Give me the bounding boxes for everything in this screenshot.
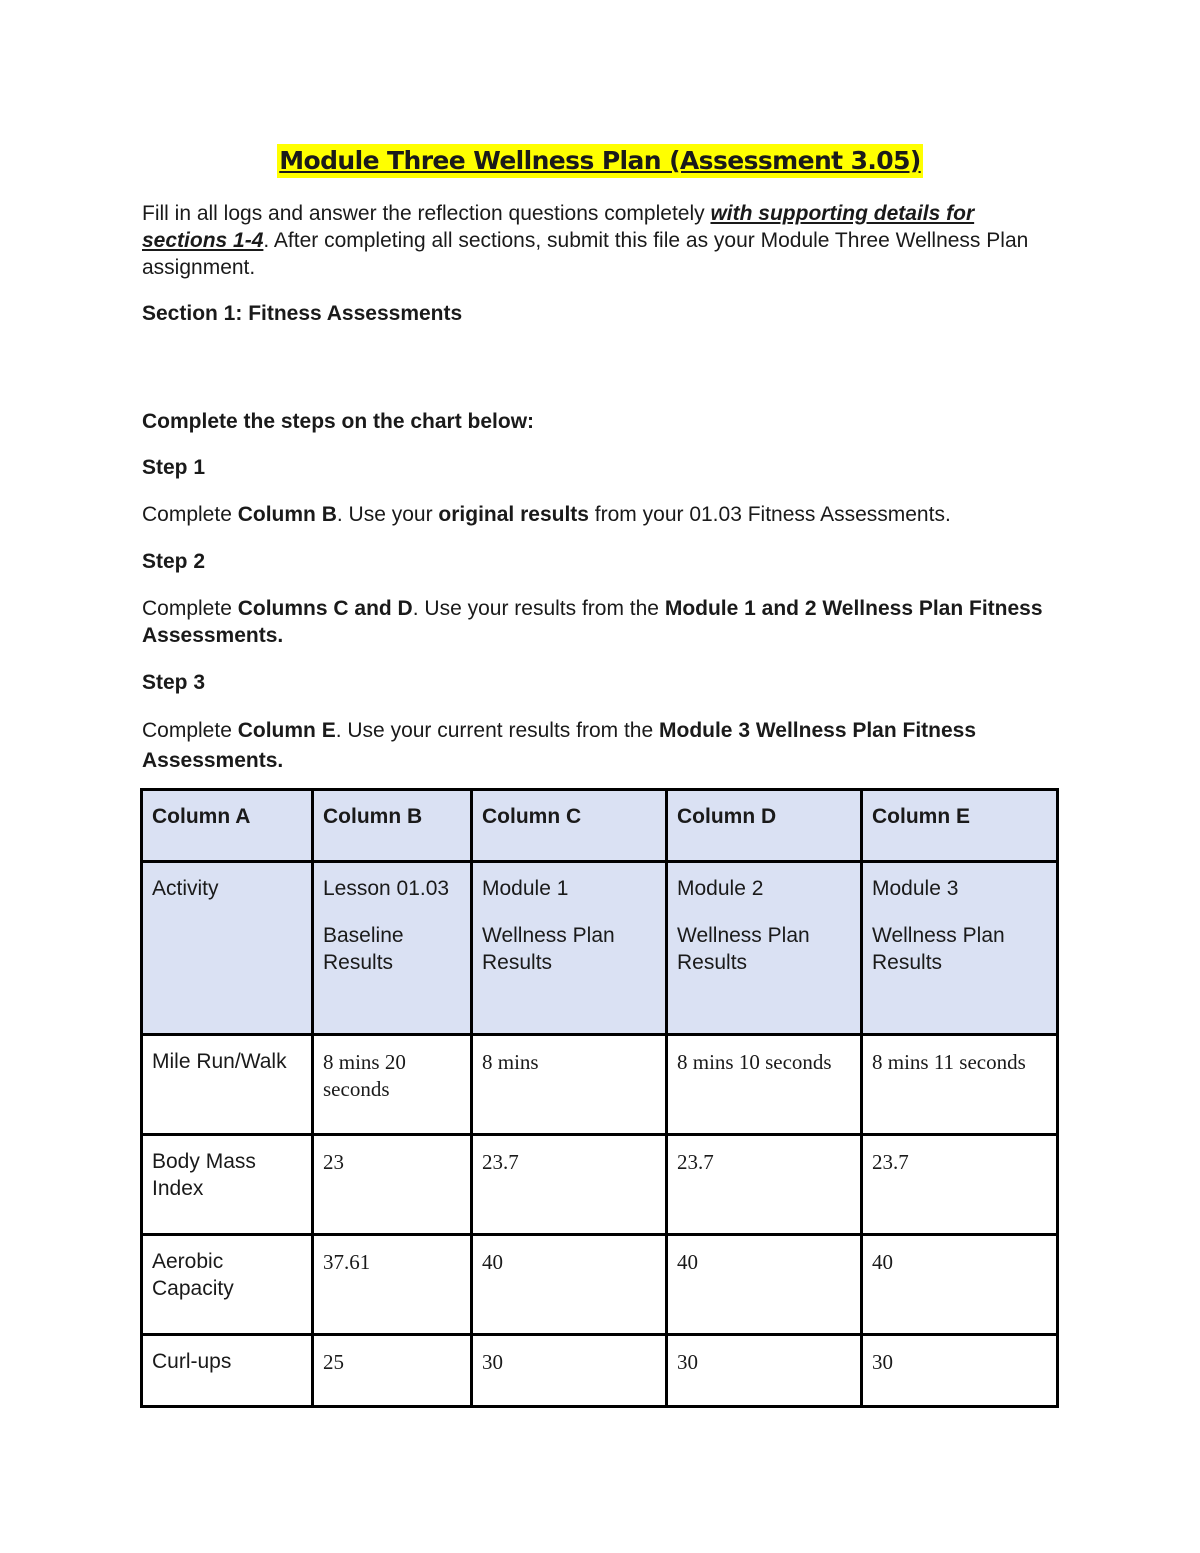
table-row	[142, 1035, 1058, 1135]
subheader-line-1: Activity	[152, 877, 219, 900]
header-cell: Column D	[667, 790, 862, 862]
activity-cell: Aerobic Capacity	[142, 1235, 313, 1335]
result-cell: 23.7	[667, 1135, 862, 1235]
result-cell: 8 mins 10 seconds	[667, 1035, 862, 1135]
title-container	[0, 144, 1200, 178]
header-cell: Column A	[142, 790, 313, 862]
header-cell: Column C	[472, 790, 667, 862]
instructions-heading: Complete the steps on the chart below:	[142, 410, 535, 433]
activity-cell: Body Mass Index	[142, 1135, 313, 1235]
intro-text-2: . After completing all sections, submit this file as your Module Three Wellness Plan assignment.	[142, 229, 1029, 279]
subheader-cell	[142, 862, 313, 1035]
step-1-t2: . Use your	[336, 503, 439, 526]
step-3-b2: Module 3 Wellness Plan Fitness Assessments.	[142, 719, 977, 772]
activity-cell: Curl-ups	[142, 1335, 313, 1407]
header-cell: Column E	[862, 790, 1058, 862]
step-1-t1: Complete	[142, 503, 238, 526]
result-cell: 23.7	[862, 1135, 1058, 1235]
subheader-line-2: Baseline Results	[323, 924, 404, 974]
table-row	[142, 1135, 1058, 1235]
result-cell: 37.61	[313, 1235, 472, 1335]
subheader-line-2: Wellness Plan Results	[482, 924, 615, 974]
step-1-b1: Column B	[237, 503, 337, 526]
page-title: Module Three Wellness Plan (Assessment 3.05)	[277, 144, 922, 178]
result-cell: 30	[862, 1335, 1058, 1407]
result-cell: 8 mins 20 seconds	[313, 1035, 472, 1135]
result-cell: 23	[313, 1135, 472, 1235]
table-row	[142, 1335, 1058, 1407]
result-cell: 25	[313, 1335, 472, 1407]
result-cell: 40	[472, 1235, 667, 1335]
subheader-line-1: Module 1	[482, 877, 569, 900]
subheader-line-2: Wellness Plan Results	[677, 924, 810, 974]
step-1-b2: original results	[438, 503, 589, 526]
result-cell: 40	[667, 1235, 862, 1335]
subheader-cell	[313, 862, 472, 1035]
step-2-t2: . Use your results from the	[412, 597, 665, 620]
subheader-line-2: Wellness Plan Results	[872, 924, 1005, 974]
step-2-b1: Columns C and D	[237, 597, 413, 620]
subheader-line-1: Lesson 01.03	[323, 877, 450, 900]
subheader-cell	[472, 862, 667, 1035]
intro-text-1: Fill in all logs and answer the reflection questions completely	[142, 202, 711, 225]
fitness-assessment-table	[140, 788, 1059, 1408]
result-cell: 8 mins 11 seconds	[862, 1035, 1058, 1135]
result-cell: 8 mins	[472, 1035, 667, 1135]
table-subheader-row	[142, 862, 1058, 1035]
result-cell: 40	[862, 1235, 1058, 1335]
step-3-label: Step 3	[142, 671, 206, 694]
intro-emphasis: with supporting details for sections 1-4	[142, 202, 975, 252]
header-cell: Column B	[313, 790, 472, 862]
result-cell: 23.7	[472, 1135, 667, 1235]
step-2-text	[142, 595, 1057, 649]
step-3-text	[142, 716, 1057, 776]
step-1-t3: from your 01.03 Fitness Assessments.	[588, 503, 951, 526]
table-header-row	[142, 790, 1058, 862]
step-2-t1: Complete	[142, 597, 238, 620]
step-3-t2: . Use your current results from the	[335, 719, 659, 742]
activity-cell: Mile Run/Walk	[142, 1035, 313, 1135]
step-3-b1: Column E	[237, 719, 336, 742]
table-row	[142, 1235, 1058, 1335]
step-2-b2: Module 1 and 2 Wellness Plan Fitness Assessments.	[142, 597, 1043, 647]
result-cell: 30	[472, 1335, 667, 1407]
step-1-text	[142, 501, 1057, 528]
intro-paragraph	[142, 200, 1057, 281]
step-2-label: Step 2	[142, 550, 206, 573]
subheader-cell	[667, 862, 862, 1035]
step-3-t1: Complete	[142, 719, 238, 742]
section-1-heading: Section 1: Fitness Assessments	[142, 302, 463, 325]
subheader-line-1: Module 2	[677, 877, 764, 900]
subheader-line-1: Module 3	[872, 877, 959, 900]
step-1-label: Step 1	[142, 456, 206, 479]
result-cell: 30	[667, 1335, 862, 1407]
subheader-cell	[862, 862, 1058, 1035]
